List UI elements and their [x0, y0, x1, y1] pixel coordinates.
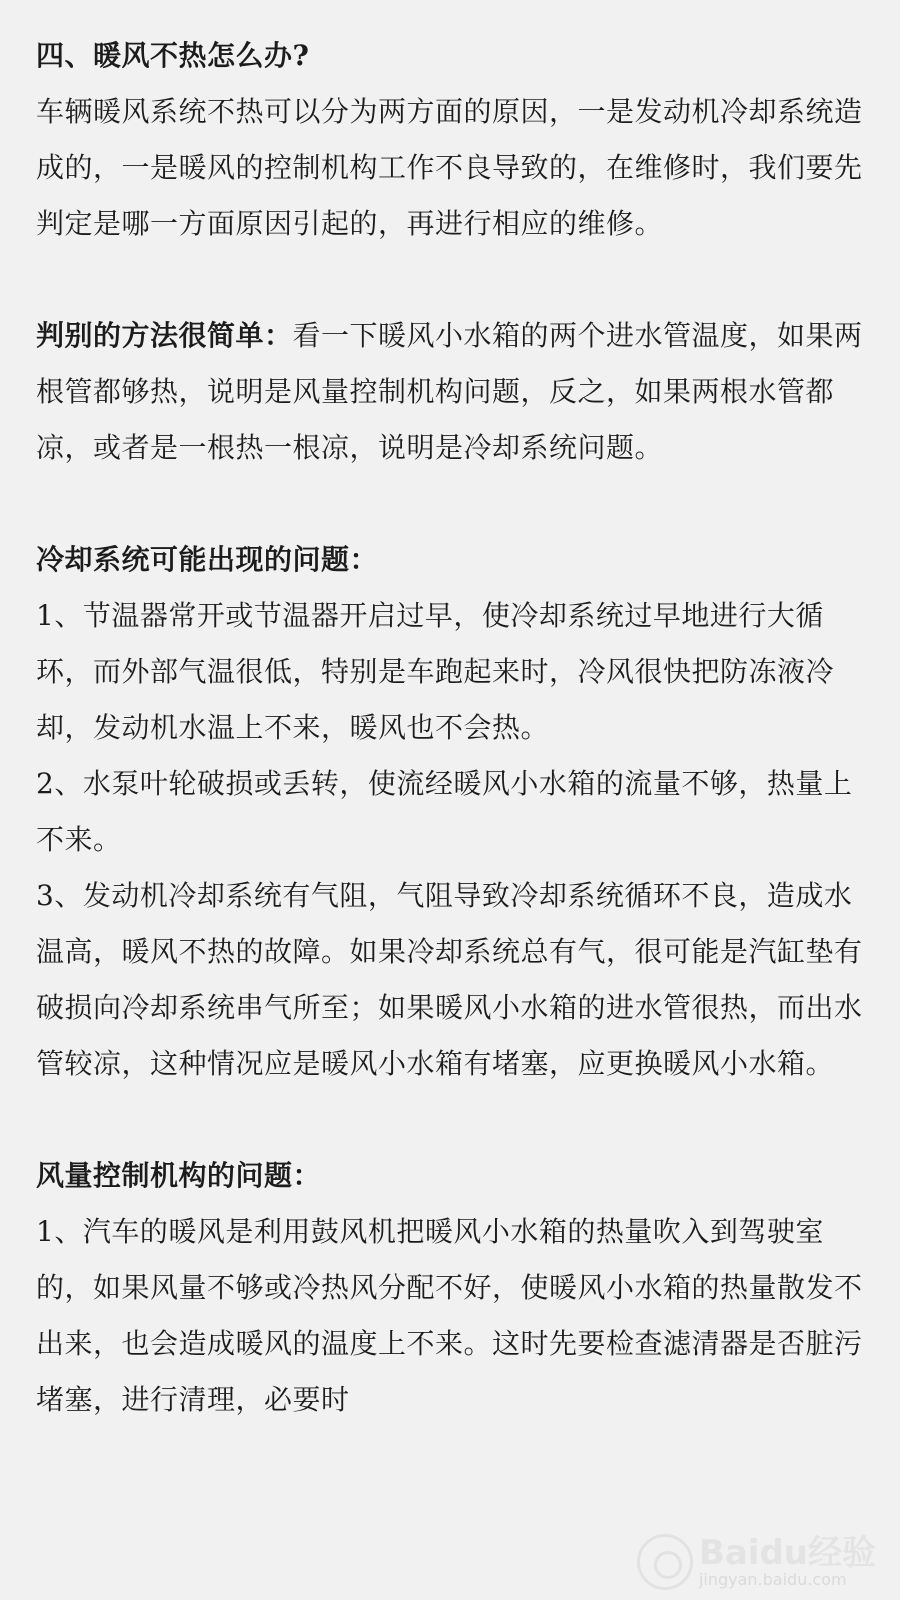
baidu-jingyan-watermark	[637, 1534, 876, 1590]
spacer	[36, 1092, 864, 1148]
watermark-brand: Baidu经验	[698, 1533, 876, 1573]
cooling-item-1: 1、节温器常开或节温器开启过早，使冷却系统过早地进行大循环，而外部气温很低，特别是车跑起来时，冷风很快把防冻液冷却，发动机水温上不来，暖风也不会热。	[36, 599, 835, 744]
method-paragraph	[36, 308, 864, 476]
watermark-url: jingyan.baidu.com	[698, 1570, 847, 1589]
section-heading: 四、暖风不热怎么办?	[36, 39, 310, 72]
spacer	[36, 476, 864, 532]
method-label: 判别的方法很简单：	[36, 319, 293, 352]
method-text: 看一下暖风小水箱的两个进水管温度，如果两根管都够热，说明是风量控制机构问题，反之，如果两根水管都凉，或者是一根热一根凉，说明是冷却系统问题。	[36, 319, 863, 464]
airflow-title: 风量控制机构的问题：	[36, 1159, 322, 1192]
cooling-item-2: 2、水泵叶轮破损或丢转，使流经暖风小水箱的流量不够，热量上不来。	[36, 767, 853, 856]
spacer	[36, 252, 864, 308]
airflow-item-1: 1、汽车的暖风是利用鼓风机把暖风小水箱的热量吹入到驾驶室的，如果风量不够或冷热风分配不好，使暖风小水箱的热量散发不出来，也会造成暖风的温度上不来。这时先要检查滤清器是否脏污堵塞，进行清理，必要时	[36, 1215, 863, 1416]
intro-paragraph: 车辆暖风系统不热可以分为两方面的原因，一是发动机冷却系统造成的，一是暖风的控制机构工作不良导致的，在维修时，我们要先判定是哪一方面原因引起的，再进行相应的维修。	[36, 95, 863, 240]
watermark-text	[698, 1533, 876, 1589]
baidu-logo-icon	[637, 1534, 693, 1590]
cooling-title: 冷却系统可能出现的问题：	[36, 543, 379, 576]
cooling-item-3: 3、发动机冷却系统有气阻，气阻导致冷却系统循环不良，造成水温高，暖风不热的故障。如果冷却系统总有气，很可能是汽缸垫有破损向冷却系统串气所至；如果暖风小水箱的进水管很热，而出水管较凉，这种情况应是暖风小水箱有堵塞，应更换暖风小水箱。	[36, 879, 863, 1080]
